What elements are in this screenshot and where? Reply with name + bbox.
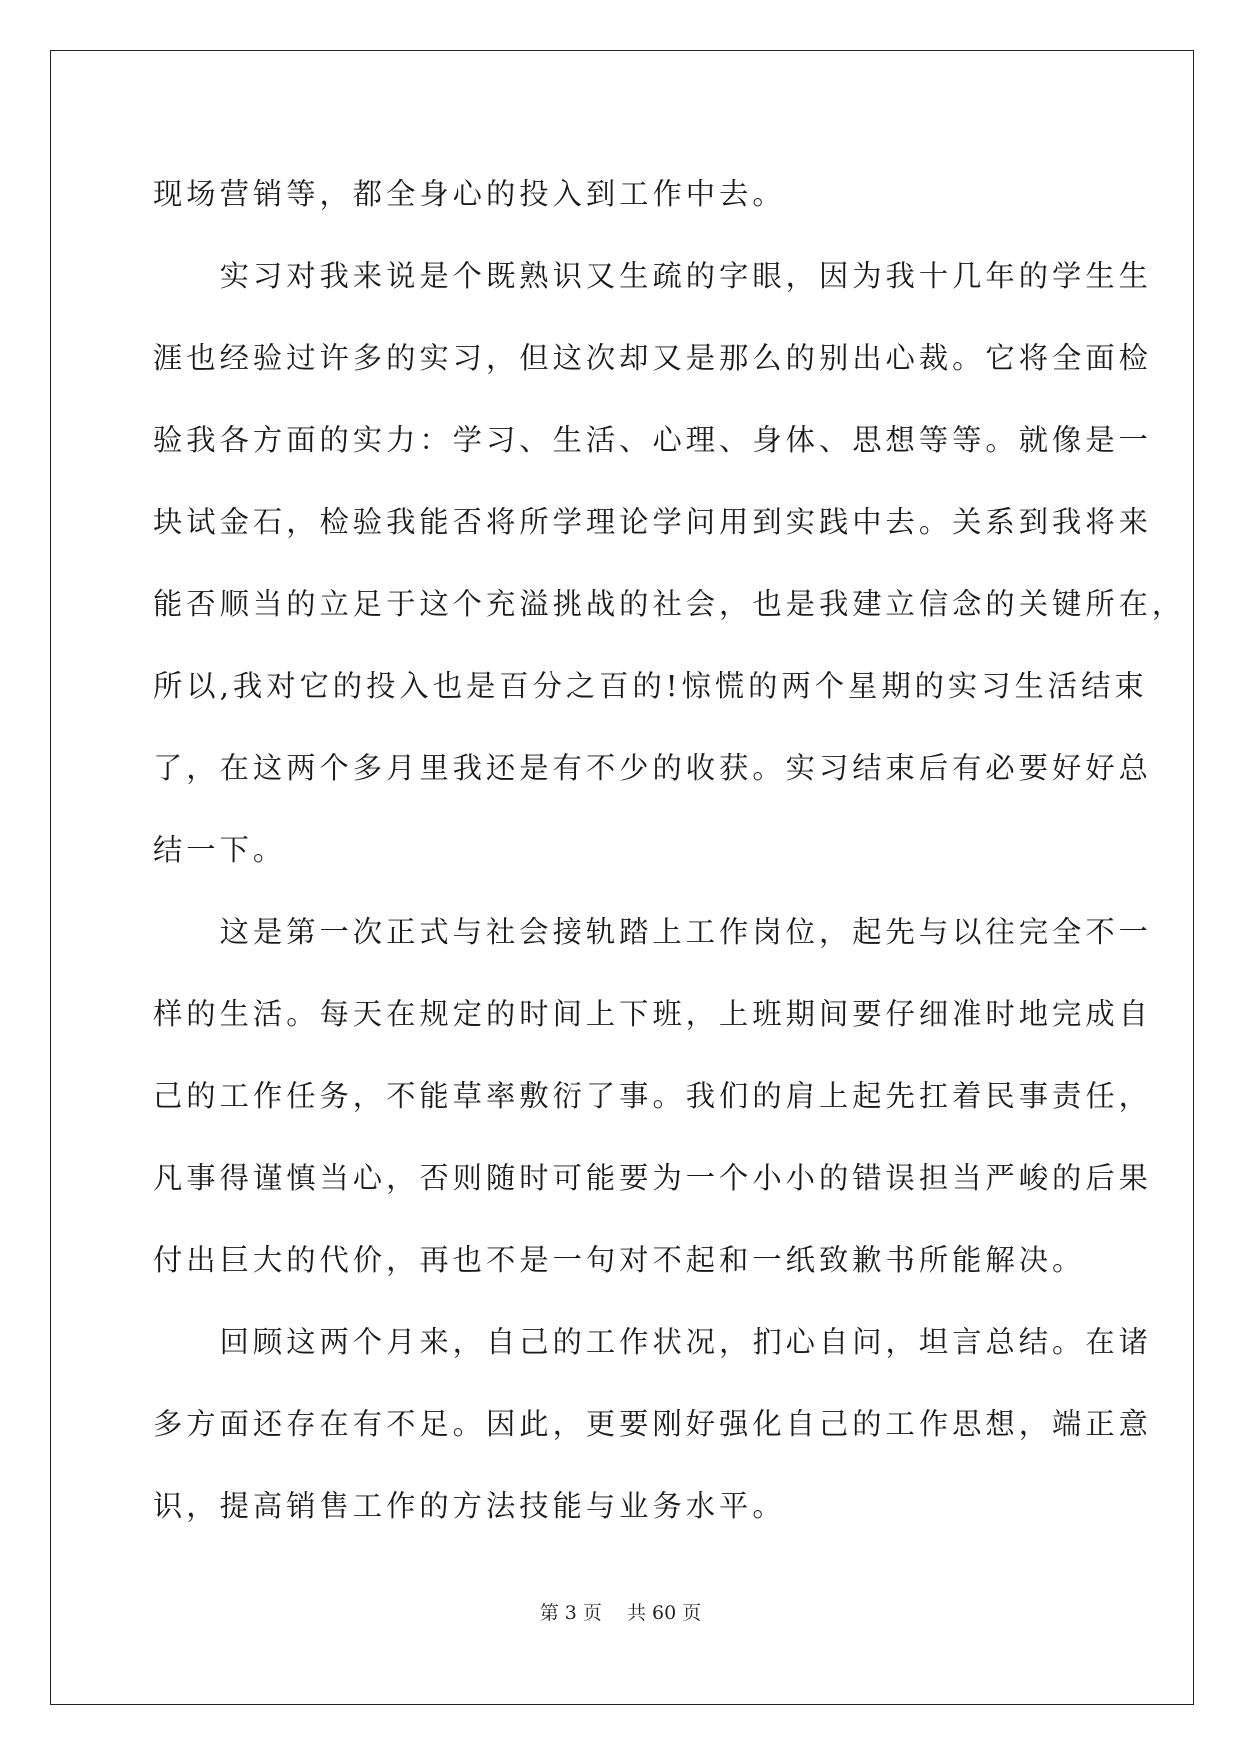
text-line: 识，提高销售工作的方法技能与业务水平。 (153, 1489, 786, 1523)
text-line: 了，在这两个多月里我还是有不少的收获。实习结束后有必要好好总 (153, 751, 1152, 785)
text-line: 块试金石，检验我能否将所学理论学问用到实践中去。关系到我将来 (153, 505, 1152, 539)
text-line: 凡事得谨慎当心，否则随时可能要为一个小小的错误担当严峻的后果 (153, 1161, 1152, 1195)
text-line: 己的工作任务，不能草率敷衍了事。我们的肩上起先扛着民事责任， (153, 1079, 1152, 1113)
text-line: 现场营销等，都全身心的投入到工作中去。 (153, 177, 786, 211)
text-line: 涯也经验过许多的实习，但这次却又是那么的别出心裁。它将全面检 (153, 341, 1152, 375)
text-line: 结一下。 (153, 833, 287, 867)
text-line: 付出巨大的代价，再也不是一句对不起和一纸致歉书所能解决。 (153, 1243, 1086, 1277)
text-line: 能否顺当的立足于这个充溢挑战的社会，也是我建立信念的关键所在， (153, 587, 1186, 621)
page-number-footer: 第 3 页 共 60 页 (539, 1602, 702, 1624)
text-line: 多方面还存在有不足。因此，更要刚好强化自己的工作思想，端正意 (153, 1407, 1152, 1441)
text-line: 样的生活。每天在规定的时间上下班，上班期间要仔细准时地完成自 (153, 997, 1152, 1031)
text-line: 这是第一次正式与社会接轨踏上工作岗位，起先与以往完全不一 (153, 915, 1152, 949)
text-line: 实习对我来说是个既熟识又生疏的字眼，因为我十几年的学生生 (153, 259, 1152, 293)
text-line: 所以,我对它的投入也是百分之百的!惊慌的两个星期的实习生活结束 (153, 669, 1148, 703)
document-body (153, 153, 1186, 1547)
text-line: 验我各方面的实力：学习、生活、心理、身体、思想等等。就像是一 (153, 423, 1152, 457)
text-line: 回顾这两个月来，自己的工作状况，扪心自问，坦言总结。在诸 (153, 1325, 1152, 1359)
